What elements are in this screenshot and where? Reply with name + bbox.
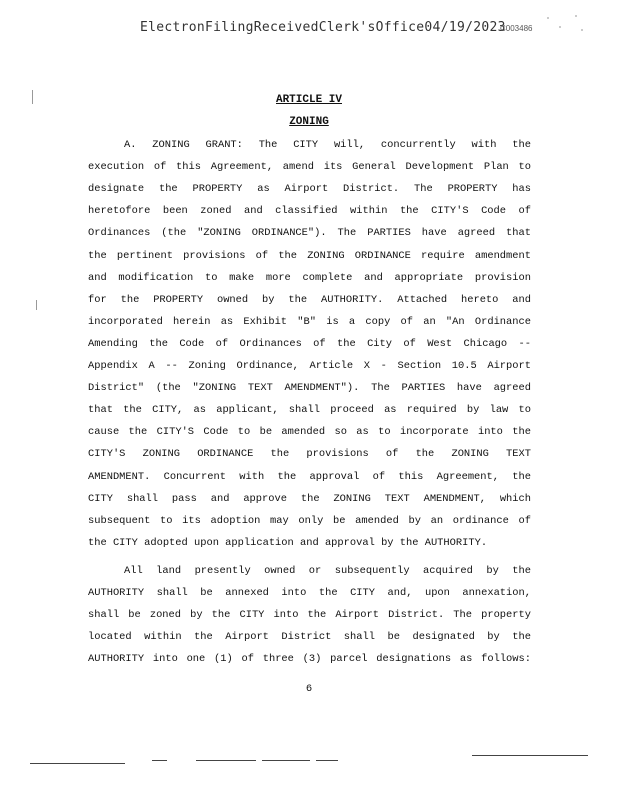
- footer-rule: [30, 763, 125, 764]
- body-line: Amending the Code of Ordinances of the City of West Chicago --: [88, 337, 531, 350]
- body-line: AUTHORITY shall be annexed into the CITY and, upon annexation,: [88, 587, 531, 599]
- footer-rule: [152, 760, 167, 761]
- body-line: incorporated herein as Exhibit "B" is a copy of an "An Ordinance: [88, 315, 531, 328]
- body-line: for the PROPERTY owned by the AUTHORITY. Attached hereto and: [88, 293, 531, 306]
- body-line: A. ZONING GRANT: The CITY will, concurrently with the: [124, 139, 531, 151]
- body-line: the pertinent provisions of the ZONING ORDINANCE require amendment: [88, 249, 531, 262]
- body-line: All land presently owned or subsequently acquired by the: [124, 564, 531, 577]
- page-number: 6: [305, 683, 313, 695]
- body-line: CITY'S ZONING ORDINANCE the provisions of the ZONING TEXT: [88, 448, 531, 461]
- footer-rule: [196, 760, 256, 761]
- footer-rule: [472, 755, 588, 756]
- article-title: ARTICLE IV: [275, 94, 342, 106]
- body-line: designate the PROPERTY as Airport District. The PROPERTY has: [88, 183, 531, 196]
- body-line: the CITY adopted upon application and approval by the AUTHORITY.: [88, 536, 488, 549]
- footer-rule: [316, 760, 338, 761]
- body-line: execution of this Agreement, amend its General Development Plan to: [88, 161, 531, 174]
- body-line: Ordinances (the "ZONING ORDINANCE"). The PARTIES have agreed that: [88, 227, 531, 240]
- body-line: Appendix A -- Zoning Ordinance, Article X - Section 10.5 Airport: [88, 360, 531, 372]
- filing-stamp: ElectronFilingReceivedClerk'sOffice04/19/2023: [140, 20, 506, 35]
- document-code: C003486: [500, 24, 533, 33]
- body-line: District" (the "ZONING TEXT AMENDMENT"). The PARTIES have agreed: [88, 382, 531, 395]
- footer-rule: [262, 760, 310, 761]
- article-subtitle: ZONING: [289, 116, 329, 128]
- body-line: heretofore been zoned and classified within the CITY'S Code of: [88, 205, 531, 218]
- margin-mark: [36, 300, 37, 310]
- body-line: subsequent to its adoption may only be amended by an ordinance of: [88, 514, 531, 527]
- scan-artifact: [545, 14, 585, 34]
- body-line: CITY shall pass and approve the ZONING TEXT AMENDMENT, which: [88, 492, 531, 505]
- body-line: cause the CITY'S Code to be amended so as to incorporate into the: [88, 426, 531, 439]
- body-line: and modification to make more complete and appropriate provision: [88, 271, 531, 284]
- body-line: AUTHORITY into one (1) of three (3) parcel designations as follows:: [88, 653, 531, 666]
- body-line: shall be zoned by the CITY into the Airport District. The property: [88, 609, 531, 622]
- body-line: AMENDMENT. Concurrent with the approval of this Agreement, the: [88, 470, 531, 483]
- body-line: located within the Airport District shall be designated by the: [88, 631, 531, 644]
- body-line: that the CITY, as applicant, shall proceed as required by law to: [88, 404, 531, 417]
